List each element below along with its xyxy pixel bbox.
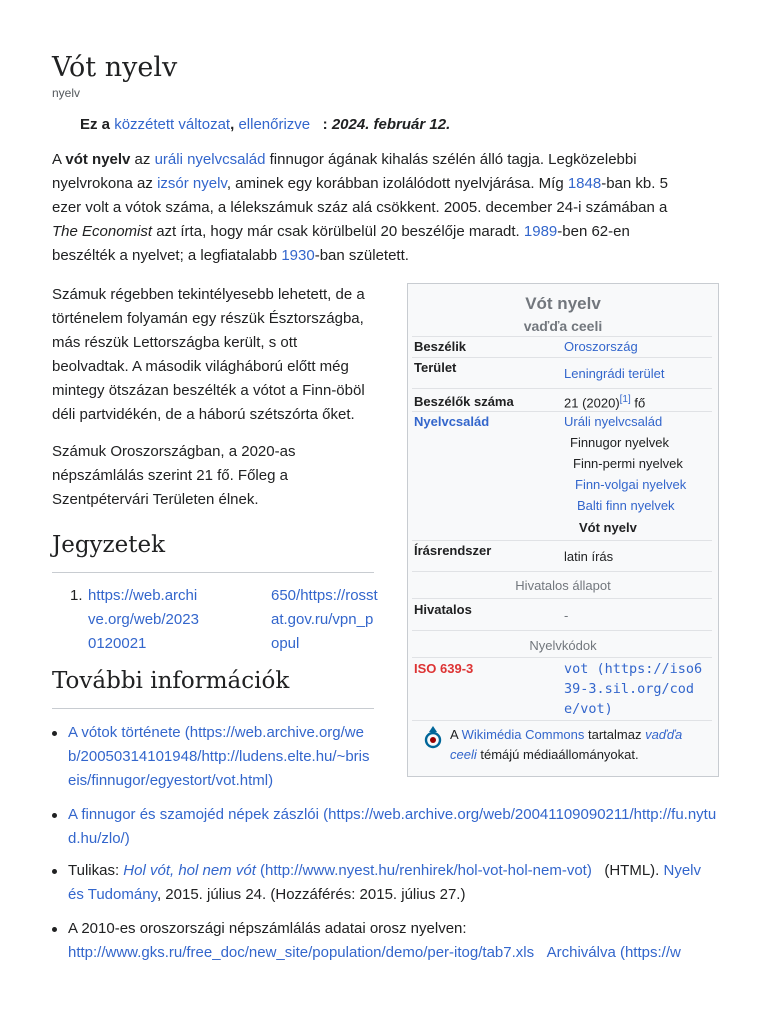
reference-number: 1. xyxy=(70,587,83,604)
heading-divider xyxy=(52,708,374,709)
list-item xyxy=(68,859,718,907)
published-version-link[interactable]: közzétett változat xyxy=(114,116,231,133)
text: témájú médiaállományokat. xyxy=(476,747,639,762)
checked-link[interactable]: ellenőrizve xyxy=(238,116,311,133)
area-label: Terület xyxy=(414,360,457,375)
text: finnugor ágának kihalás szélén álló tagja. Legközelebbi nyelvrokona az xyxy=(52,151,637,192)
notes-heading: Jegyzetek xyxy=(52,532,166,558)
flagged-date: 2024. február 12. xyxy=(331,116,451,133)
heading-divider xyxy=(52,572,374,573)
text: Tulikas: xyxy=(68,862,124,879)
nyelv-es-tudomany-link[interactable]: Nyelv és Tudomány xyxy=(68,862,702,903)
infobox-rule xyxy=(412,598,712,599)
list-item xyxy=(68,803,718,851)
archived-link[interactable]: Archiválva (https://w xyxy=(546,944,681,961)
text: -ban kb. 5 ezer volt a vótok száma, a lélekszámuk száz alá csökkent. 2005. december 24-i számában a xyxy=(52,175,668,216)
script-value: latin írás xyxy=(564,549,614,564)
flagged-sep: , xyxy=(230,116,235,133)
history-paragraph: Számuk régebben tekintélyesebb lehetett, de a történelem folyamán egy részük Észtországba, más részük Lettországba került, s ott beolvadtak. A második világháború előtt még mintegy ötszázan beszélték a vótot a Finn-öböl déli partvidékén, de a háború szétszórta őket. xyxy=(52,286,365,423)
infobox-title: Vót nyelv xyxy=(525,294,601,313)
izhorian-link[interactable]: izsór nyelv xyxy=(157,175,227,192)
family-finno-permic-link[interactable]: Finn-permi nyelvek xyxy=(573,456,683,471)
flagged-prefix: Ez a xyxy=(80,116,111,133)
family-finno-volgaic-link[interactable]: Finn-volgai nyelvek xyxy=(575,477,687,492)
link-italic-text: Hol vót, hol nem vót xyxy=(123,862,256,879)
speakers-value xyxy=(564,394,645,410)
infobox-native-name: vaďďa ceeli xyxy=(523,318,603,334)
uralic-link[interactable]: uráli nyelvcsalád xyxy=(154,151,266,168)
infobox-rule xyxy=(412,411,712,412)
text: azt írta, hogy már csak körülbelül 20 beszélője maradt. xyxy=(152,223,524,240)
spoken-value-link[interactable]: Oroszország xyxy=(564,339,638,354)
iso-label-link[interactable]: ISO 639-3 xyxy=(414,661,474,676)
infobox xyxy=(407,283,719,777)
speakers-ref-link[interactable]: [1] xyxy=(619,394,631,405)
language-codes-section: Nyelvkódok xyxy=(529,638,597,653)
population-paragraph: Számuk Oroszországban, a 2020-as népszámlálás szerint 21 fő. Főleg a Szentpétervári Területen élnek. xyxy=(52,443,296,508)
family-uralic-link[interactable]: Uráli nyelvcsalád xyxy=(564,414,663,429)
text: -ban született. xyxy=(314,247,409,264)
infobox-rule xyxy=(412,571,712,572)
wikimedia-commons-icon xyxy=(422,725,444,757)
text: A xyxy=(52,151,66,168)
text: az xyxy=(130,151,155,168)
reference-link-part1[interactable]: https://web.archive.org/web/20230120021 xyxy=(88,587,199,652)
text: A xyxy=(450,727,462,742)
commons-text xyxy=(450,725,712,765)
year-1989-link[interactable]: 1989 xyxy=(523,223,558,240)
speakers-label: Beszélők száma xyxy=(414,394,514,409)
intro-paragraph xyxy=(52,148,692,268)
census-xls-link[interactable]: http://www.gks.ru/free_doc/new_site/population/demo/per-itog/tab7.xls xyxy=(68,944,535,961)
flagged-revision-notice xyxy=(80,116,450,133)
text: , 2015. július 24. (Hozzáférés: 2015. július 27.) xyxy=(156,886,466,903)
page-title: Vót nyelv xyxy=(52,52,178,83)
family-finno-ugric-link[interactable]: Finnugor nyelvek xyxy=(570,435,669,450)
infobox-rule xyxy=(412,657,712,658)
speakers-unit: fő xyxy=(630,395,646,411)
infobox-rule xyxy=(412,540,712,541)
list-item xyxy=(68,721,373,793)
text: -ben 62-en beszélték a nyelvet; a legfiatalabb xyxy=(52,223,630,264)
official-label: Hivatalos xyxy=(414,602,472,617)
nyest-article-link[interactable] xyxy=(123,862,592,879)
official-status-section: Hivatalos állapot xyxy=(515,578,611,593)
family-baltic-finnic-link[interactable]: Balti finn nyelvek xyxy=(577,498,675,513)
year-1930-link[interactable]: 1930 xyxy=(281,247,315,264)
area-value-link[interactable]: Leningrádi terület xyxy=(564,366,665,381)
iso-code-link[interactable]: vot (https://iso639-3.sil.org/code/vot) xyxy=(564,661,703,717)
more-info-heading: További információk xyxy=(52,668,290,694)
year-1848-link[interactable]: 1848 xyxy=(567,175,602,192)
text: A 2010-es oroszországi népszámlálás adatai orosz nyelven: xyxy=(68,920,467,937)
script-label: Írásrendszer xyxy=(414,543,492,558)
bold-term: vót nyelv xyxy=(65,151,131,168)
vot-history-link[interactable]: A vótok története (https://web.archive.org/web/20050314101948/http://ludens.elte.hu/~briseis/finnugor/egyestort/vot.html) xyxy=(68,724,370,789)
link-url-text: (http://www.nyest.hu/renhirek/hol-vot-hol-nem-vot) xyxy=(255,862,592,879)
flags-link[interactable]: A finnugor és szamojéd népek zászlói (https://web.archive.org/web/20041109090211/http://fu.nytud.hu/zlo/) xyxy=(68,806,717,847)
infobox-rule xyxy=(412,357,712,358)
speakers-number: 21 (2020) xyxy=(564,395,620,411)
economist-title: The Economist xyxy=(52,223,153,240)
list-item xyxy=(68,917,718,965)
spoken-label: Beszélik xyxy=(414,339,467,354)
page-subtitle: nyelv xyxy=(52,86,81,100)
text: , aminek egy korábban izolálódott nyelvjárása. Míg xyxy=(226,175,568,192)
reference-link-part2[interactable]: 650/https://rosstat.gov.ru/vpn_popul xyxy=(271,587,378,652)
text: (HTML). xyxy=(591,862,664,879)
infobox-rule xyxy=(412,720,712,721)
infobox-rule xyxy=(412,336,712,337)
family-label-link[interactable]: Nyelvcsalád xyxy=(414,414,490,429)
commons-link[interactable]: Wikimédia Commons xyxy=(461,727,585,742)
flagged-colon: : xyxy=(322,116,328,133)
family-self: Vót nyelv xyxy=(579,520,637,535)
infobox-rule xyxy=(412,388,712,389)
infobox-rule xyxy=(412,630,712,631)
commons-category-link[interactable]: vaďďa ceeli xyxy=(450,727,683,762)
text: tartalmaz xyxy=(584,727,646,742)
official-value: - xyxy=(564,608,569,623)
